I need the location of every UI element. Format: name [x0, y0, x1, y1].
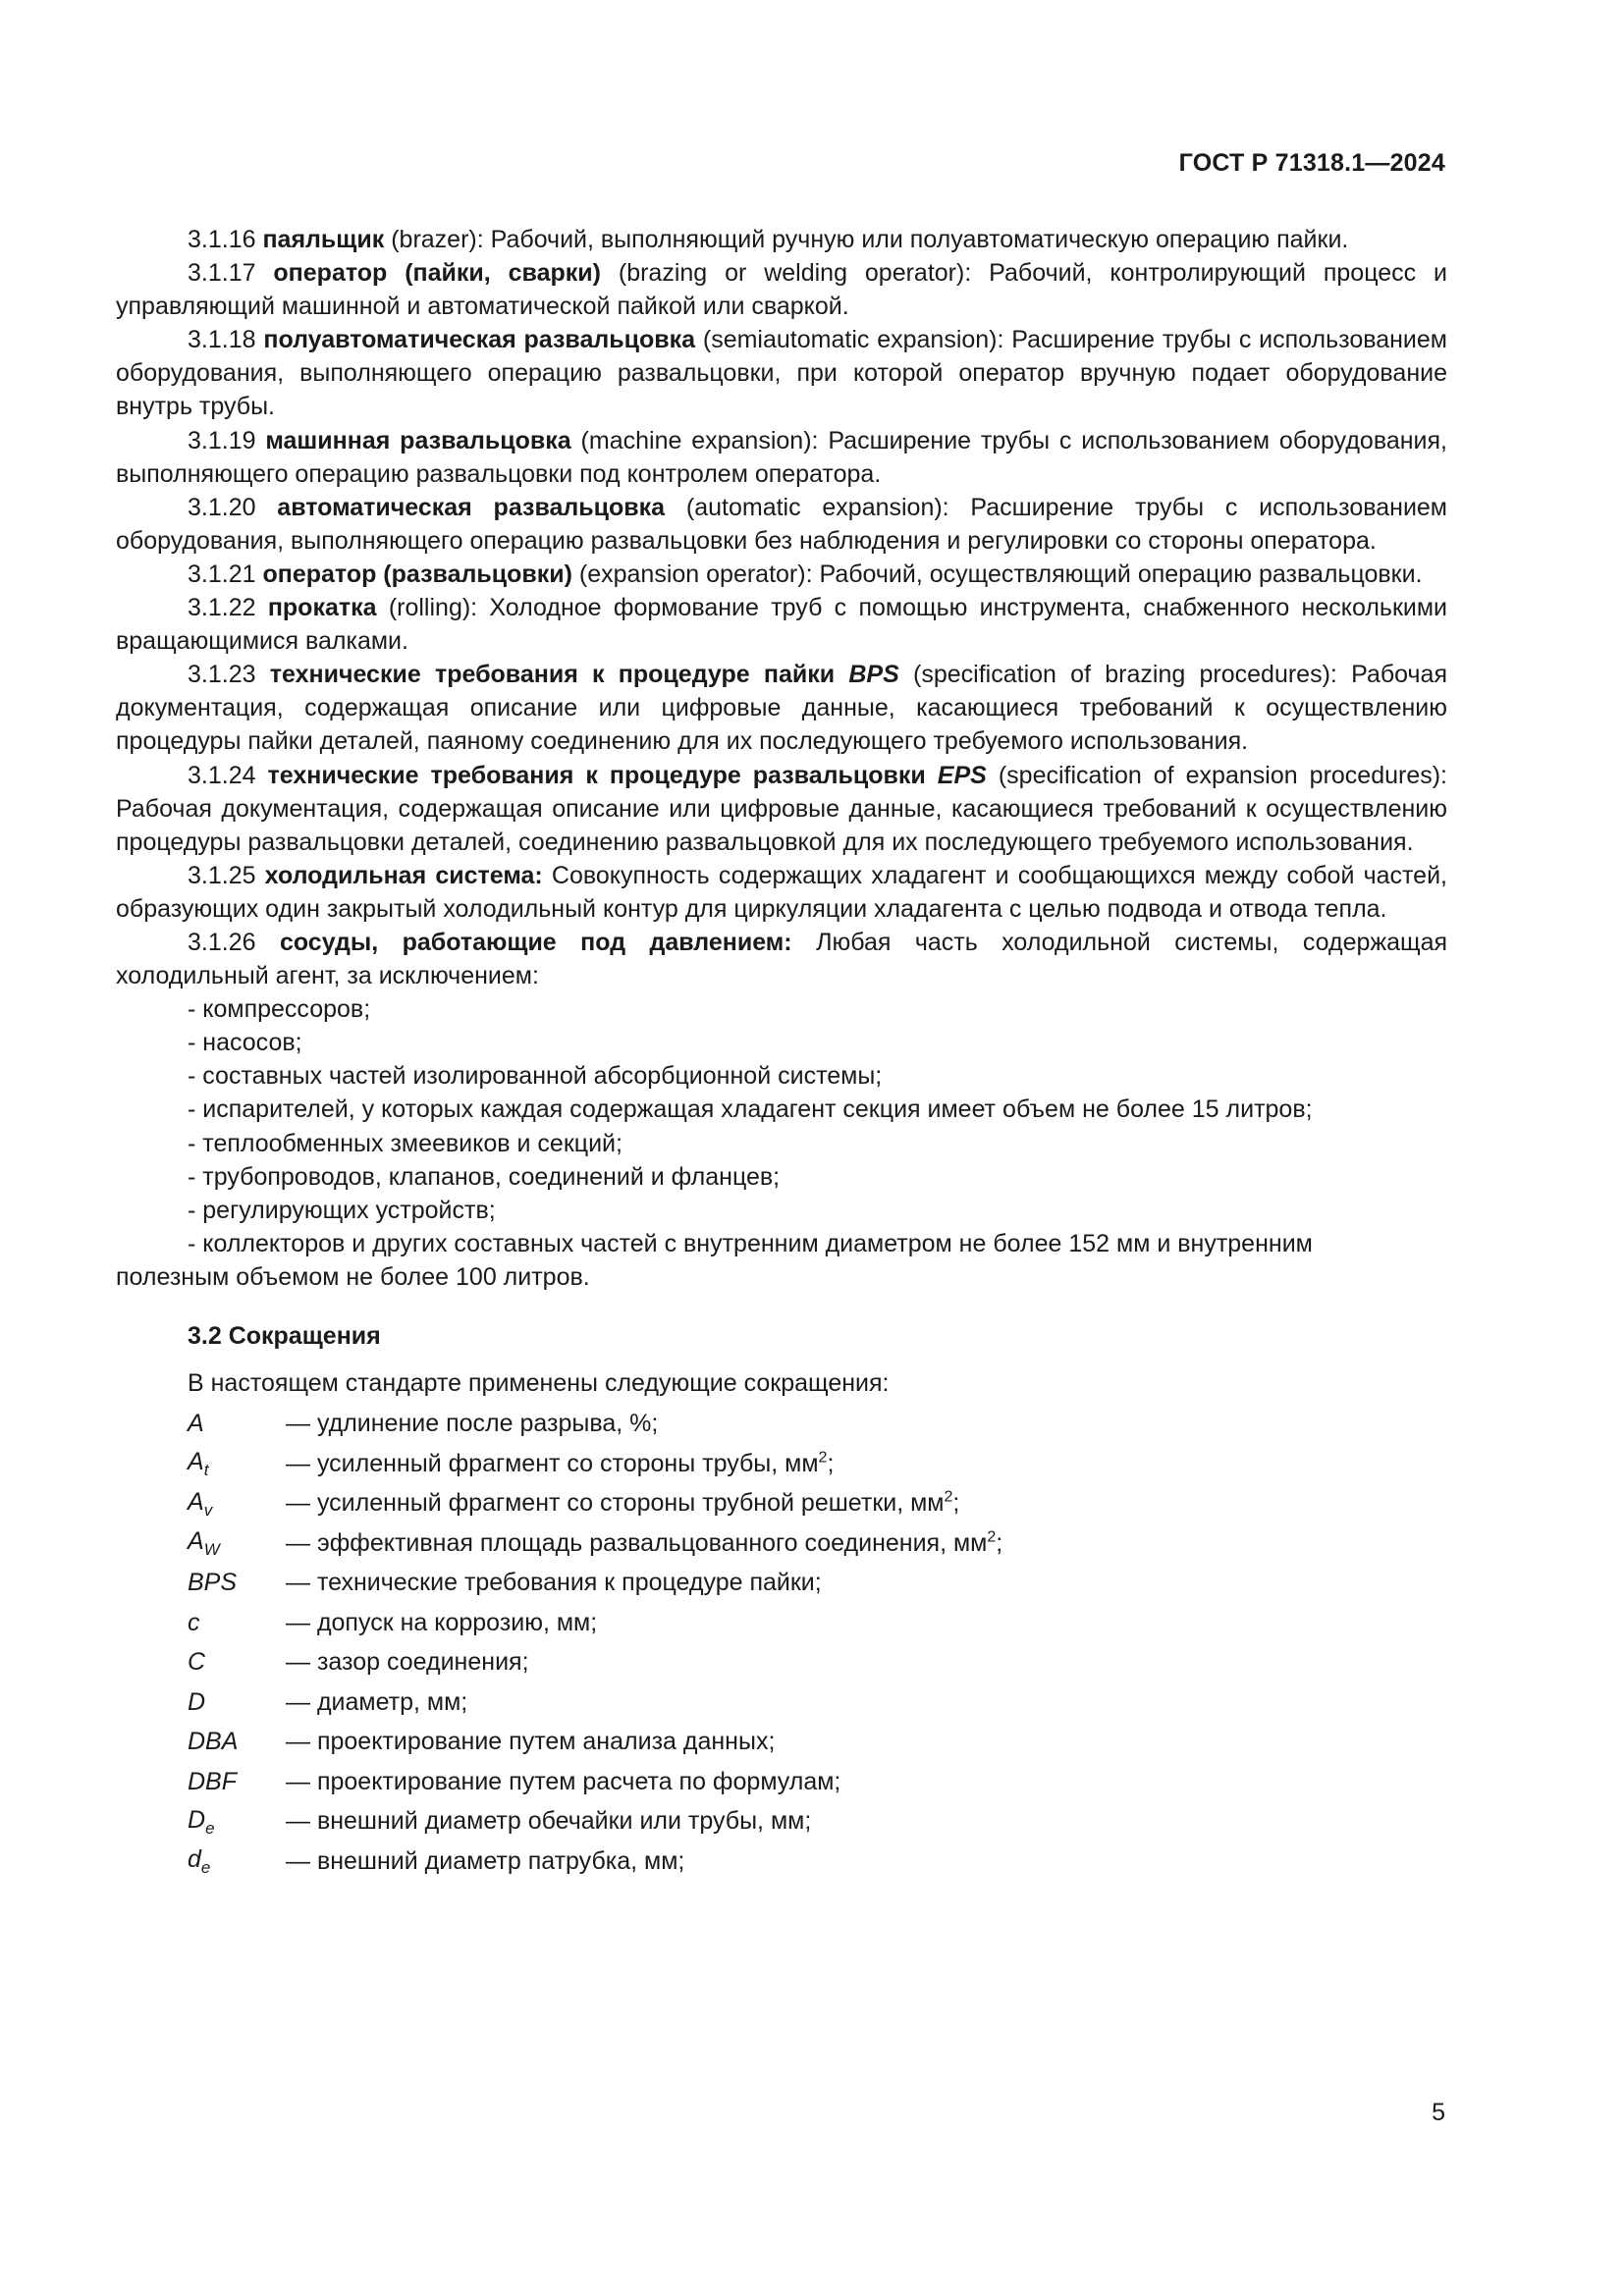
- term-abbreviation: EPS: [937, 761, 987, 789]
- abbreviation-row: [116, 1842, 1447, 1882]
- abbreviation-row: [116, 1682, 1447, 1723]
- abbreviation-symbol: [116, 1765, 286, 1798]
- abbreviation-row: [116, 1642, 1447, 1682]
- abbreviation-row: [116, 1603, 1447, 1643]
- term-definition: [116, 558, 1447, 591]
- symbol-base: A: [188, 1487, 204, 1516]
- term-number: 3.1.25: [188, 861, 265, 889]
- term-text: (specification of brazing procedures): Рабочая документация, содержащая описание или цифровые данные, касающиеся требований к осуществлению процедуры пайки деталей, паяному соединению для их последующего требуемого использования.: [116, 661, 1447, 756]
- term-number: 3.1.26: [188, 928, 280, 956]
- term-definition: [116, 256, 1447, 323]
- term-number: 3.1.23: [188, 661, 270, 689]
- term-name: паяльщик: [262, 226, 385, 253]
- abbreviation-definition: [286, 1447, 1447, 1480]
- symbol-base: A: [188, 1527, 204, 1556]
- section-title: 3.2 Сокращения: [188, 1322, 381, 1350]
- section-intro: В настоящем стандарте применены следующие сокращения:: [188, 1369, 890, 1398]
- terms-list: [116, 223, 1447, 992]
- symbol-base: DBF: [188, 1767, 237, 1795]
- page-number: 5: [1432, 2099, 1445, 2126]
- term-text: (rolling): Холодное формование труб с помощью инструмента, снабженного несколькими вращающимися валками.: [116, 594, 1448, 656]
- term-definition: [116, 759, 1447, 859]
- term-number: 3.1.20: [188, 493, 278, 521]
- term-definition: [116, 591, 1447, 658]
- definition-superscript: 2: [818, 1449, 828, 1467]
- term-text: (brazing or welding operator): Рабочий, контролирующий процесс и управляющий машинной и автоматической пайкой или сваркой.: [116, 259, 1447, 321]
- abbreviation-symbol: [116, 1685, 286, 1719]
- definition-tail: ;: [996, 1528, 1003, 1557]
- exclusion-last-line2: полезным объемом не более 100 литров.: [116, 1262, 590, 1291]
- term-text: (expansion operator): Рабочий, осуществляющий операцию развальцовки.: [571, 560, 1423, 588]
- symbol-base: A: [188, 1410, 204, 1438]
- term-name: холодильная система:: [264, 861, 543, 889]
- term-definition: [116, 491, 1447, 558]
- abbreviation-symbol: [116, 1485, 286, 1522]
- term-text: (brazer): Рабочий, выполняющий ручную или полуавтоматическую операцию пайки.: [384, 226, 1349, 253]
- definition-superscript: 2: [987, 1528, 997, 1546]
- term-text: (automatic expansion): Расширение трубы с использованием оборудования, выполняющего операцию развальцовки без наблюдения и регулировки со стороны оператора.: [116, 493, 1447, 555]
- term-name: автоматическая развальцовка: [277, 493, 666, 521]
- abbreviation-definition: [286, 1804, 1447, 1838]
- abbreviation-symbol: [116, 1645, 286, 1679]
- symbol-base: A: [188, 1448, 204, 1476]
- symbol-base: BPS: [188, 1569, 238, 1597]
- symbol-subscript: t: [203, 1461, 209, 1480]
- definition-text: — проектирование путем расчета по формулам;: [286, 1767, 841, 1795]
- definition-text: — удлинение после разрыва, %;: [286, 1410, 659, 1438]
- term-text: (specification of expansion procedures): Рабочая документация, содержащая описание или цифровые данные, касающиеся требований к осуществлению процедуры развальцовки деталей, соединению развальцовкой для их последующего требуемого использования.: [116, 761, 1448, 856]
- term-name: оператор (пайки, сварки): [273, 259, 601, 288]
- term-text: (machine expansion): Расширение трубы с использованием оборудования, выполняющего операцию развальцовки под контролем оператора.: [116, 426, 1447, 488]
- abbreviation-definition: [286, 1486, 1447, 1520]
- symbol-base: DBA: [188, 1728, 239, 1756]
- term-definition: [116, 424, 1447, 491]
- abbreviations-list: [116, 1404, 1447, 1881]
- definition-text: — зазор соединения;: [286, 1648, 529, 1677]
- term-text: (semiautomatic expansion): Расширение трубы с использованием оборудования, выполняющего операцию развальцовки, при которой оператор вручную подает оборудование внутрь трубы.: [116, 326, 1447, 421]
- abbreviation-definition: [286, 1765, 1447, 1798]
- symbol-base: C: [188, 1648, 206, 1677]
- symbol-subscript: e: [200, 1858, 211, 1878]
- abbreviation-row: [116, 1523, 1447, 1564]
- definition-text: — проектирование путем анализа данных;: [286, 1728, 776, 1756]
- exclusion-item: - трубопроводов, клапанов, соединений и фланцев;: [188, 1162, 781, 1191]
- symbol-base: c: [188, 1608, 200, 1636]
- document-body: [116, 223, 1447, 1881]
- definition-text: — допуск на коррозию, мм;: [286, 1608, 598, 1636]
- abbreviation-definition: [286, 1526, 1447, 1560]
- abbreviation-definition: [286, 1566, 1447, 1599]
- term-definition: [116, 926, 1447, 992]
- term-name: технические требования к процедуре пайки: [269, 661, 836, 689]
- symbol-subscript: e: [205, 1818, 215, 1838]
- abbreviation-symbol: [116, 1606, 286, 1639]
- definition-superscript: 2: [944, 1489, 953, 1507]
- definition-text: — технические требования к процедуре пайки;: [286, 1569, 822, 1597]
- term-name: машинная развальцовка: [265, 426, 571, 454]
- abbreviation-definition: [286, 1407, 1447, 1440]
- definition-text: — эффективная площадь развальцованного соединения, мм: [286, 1528, 988, 1557]
- exclusion-item-last: [116, 1227, 1447, 1294]
- exclusion-item: - компрессоров;: [188, 995, 371, 1024]
- abbreviation-definition: [286, 1606, 1447, 1639]
- abbreviation-row: [116, 1801, 1447, 1842]
- abbreviation-row: [116, 1563, 1447, 1603]
- term-definition: [116, 658, 1447, 758]
- symbol-base: d: [188, 1845, 201, 1874]
- term-number: 3.1.18: [188, 326, 264, 354]
- exclusion-item: - составных частей изолированной абсорбционной системы;: [188, 1062, 883, 1091]
- abbreviation-definition: [286, 1725, 1447, 1758]
- abbreviation-symbol: [116, 1566, 286, 1599]
- exclusions-list: [116, 992, 1447, 1227]
- term-number: 3.1.16: [188, 226, 263, 253]
- definition-tail: ;: [827, 1449, 835, 1477]
- abbreviation-definition: [286, 1645, 1447, 1679]
- term-number: 3.1.24: [188, 761, 268, 789]
- term-name: оператор (развальцовки): [262, 560, 572, 588]
- exclusion-item: - регулирующих устройств;: [188, 1196, 496, 1224]
- exclusion-item: - испарителей, у которых каждая содержащая хладагент секция имеет объем не более 15 литров;: [188, 1095, 1313, 1124]
- definition-text: — усиленный фрагмент со стороны трубной решетки, мм: [286, 1489, 945, 1518]
- abbreviation-symbol: [116, 1407, 286, 1440]
- abbreviation-symbol: [116, 1524, 286, 1561]
- term-number: 3.1.21: [188, 560, 263, 588]
- term-text: Совокупность содержащих хладагент и сообщающихся между собой частей, образующих один закрытый холодильный контур для циркуляции хладагента с целью подвода и отвода тепла.: [116, 861, 1447, 923]
- definition-text: — диаметр, мм;: [286, 1687, 468, 1716]
- abbreviation-row: [116, 1722, 1447, 1762]
- abbreviation-definition: [286, 1685, 1447, 1719]
- term-name: сосуды, работающие под давлением:: [279, 928, 792, 956]
- abbreviation-symbol: [116, 1842, 286, 1879]
- symbol-subscript: v: [203, 1500, 213, 1520]
- exclusion-item: - насосов;: [188, 1029, 302, 1057]
- abbreviation-symbol: [116, 1803, 286, 1840]
- symbol-subscript: W: [203, 1540, 220, 1560]
- abbreviation-symbol: [116, 1445, 286, 1481]
- definition-text: — усиленный фрагмент со стороны трубы, мм: [286, 1449, 819, 1477]
- abbreviation-row: [116, 1483, 1447, 1523]
- symbol-base: D: [188, 1687, 206, 1716]
- term-name: прокатка: [267, 594, 377, 622]
- abbreviation-row: [116, 1404, 1447, 1444]
- term-name: технические требования к процедуре развальцовки: [267, 761, 926, 789]
- term-text: Любая часть холодильной системы, содержащая холодильный агент, за исключением:: [116, 928, 1448, 990]
- definition-tail: ;: [952, 1489, 960, 1518]
- definition-text: — внешний диаметр обечайки или трубы, мм;: [286, 1807, 812, 1836]
- definition-text: — внешний диаметр патрубка, мм;: [286, 1846, 685, 1875]
- symbol-base: D: [188, 1805, 206, 1834]
- term-definition: [116, 859, 1447, 926]
- term-number: 3.1.22: [188, 594, 268, 622]
- abbreviation-symbol: [116, 1725, 286, 1758]
- abbreviation-definition: [286, 1844, 1447, 1878]
- exclusion-last-line1: - коллекторов и других составных частей с внутренним диаметром не более 152 мм и внутренним: [188, 1229, 1313, 1257]
- term-definition: [116, 223, 1447, 256]
- term-abbreviation: BPS: [848, 661, 899, 689]
- exclusion-item: - теплообменных змеевиков и секций;: [188, 1129, 623, 1157]
- term-name: полуавтоматическая развальцовка: [263, 326, 696, 354]
- term-definition: [116, 323, 1447, 423]
- abbreviation-row: [116, 1444, 1447, 1484]
- document-id-header: ГОСТ Р 71318.1—2024: [1178, 149, 1445, 177]
- term-number: 3.1.19: [188, 426, 266, 454]
- term-number: 3.1.17: [188, 259, 274, 288]
- abbreviation-row: [116, 1762, 1447, 1802]
